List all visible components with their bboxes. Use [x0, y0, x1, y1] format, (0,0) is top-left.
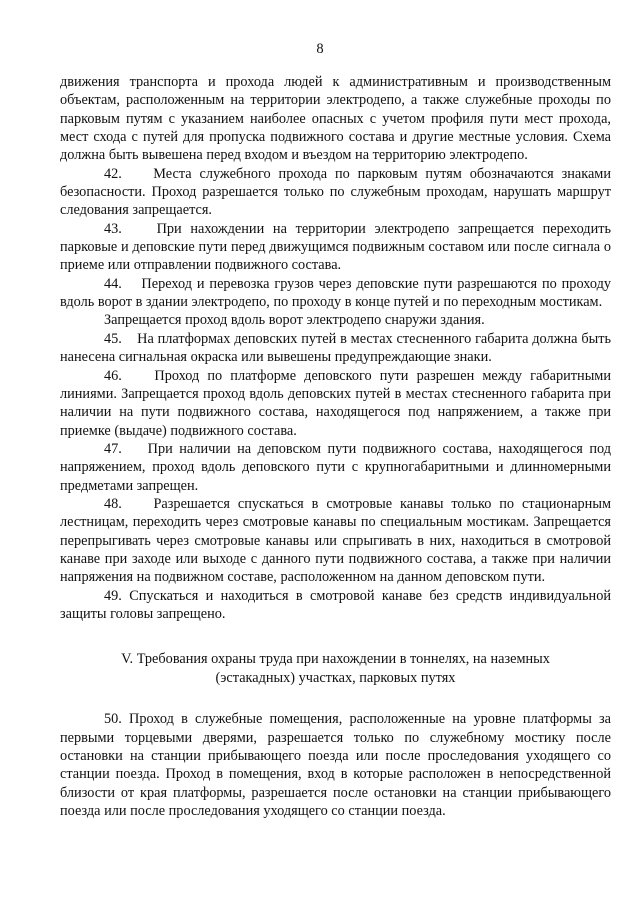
- paragraph-46: 46. Проход по платформе деповского пути разрешен между габаритными линиями. Запрещается проход вдоль деповских путей в местах стесненного габарита при наличии на пути подвижного состава, находящегося под напряжением, а также при приемке (выдаче) подвижного состава.: [60, 367, 611, 439]
- section-heading-line-1: V. Требования охраны труда при нахождении в тоннелях, на наземных: [121, 651, 550, 668]
- paragraph-43: 43. При нахождении на территории электродепо запрещается переходить парковые и деповские пути перед движущимся подвижным составом или после сигнала о приеме или отправлении подвижного состава.: [60, 220, 611, 274]
- page-number: 8: [316, 41, 324, 57]
- paragraph-44-note: Запрещается проход вдоль ворот электродепо снаружи здания.: [104, 312, 485, 329]
- paragraph-45: 45. На платформах деповских путей в местах стесненного габарита должна быть нанесена сигнальная окраска или вывешены предупреждающие знаки.: [60, 330, 611, 366]
- document-body: [60, 73, 611, 820]
- paragraph-continuation: движения транспорта и прохода людей к административным и производственным объектам, расположенным на территории электродепо, а также служебные проходы по парковым путям с указанием наиболее опасных с учетом профиля пути мест прохода, мест схода с путей для пропуска подвижного состава и другие местные условия. Схема должна быть вывешена перед входом и въездом на территорию электродепо.: [60, 74, 611, 164]
- section-heading-line-2: (эстакадных) участках, парковых путях: [215, 670, 456, 687]
- paragraph-48: 48. Разрешается спускаться в смотровые канавы только по стационарным лестницам, переходить через смотровые канавы по специальным мостикам. Запрещается перепрыгивать через смотровые канавы или спрыгивать в них, находиться в смотровой канаве при заходе или выходе с данного пути подвижного состава, а также при наличии напряжения на подвижном составе, расположенном на данном деповском пути.: [60, 495, 611, 586]
- paragraph-42: 42. Места служебного прохода по парковым путям обозначаются знаками безопасности. Проход разрешается только по служебным проходам, нарушать маршрут следования запрещается.: [60, 165, 611, 219]
- paragraph-49: 49. Спускаться и находиться в смотровой канаве без средств индивидуальной защиты головы запрещено.: [60, 587, 611, 622]
- section-heading: [60, 650, 611, 688]
- paragraph-47: 47. При наличии на деповском пути подвижного состава, находящегося под напряжением, проход вдоль деповского пути с крупногабаритными и длинномерными предметами запрещен.: [60, 440, 611, 494]
- paragraph-50: 50. Проход в служебные помещения, расположенные на уровне платформы за первыми торцевыми дверями, разрешается только по служебному мостику после остановки на станции прибывающего поезда или после проследования уходящего со станции поезда. Проход в помещения, вход в которые расположен в непосредственной близости от края платформы, разрешается после остановки на станции прибывающего поезда или после проследования уходящего со станции поезда.: [60, 711, 611, 820]
- paragraph-44: 44. Переход и перевозка грузов через деповские пути разрешаются по проходу вдоль ворот в здании электродепо, по проходу в конце путей и по переходным мостикам.: [60, 275, 611, 311]
